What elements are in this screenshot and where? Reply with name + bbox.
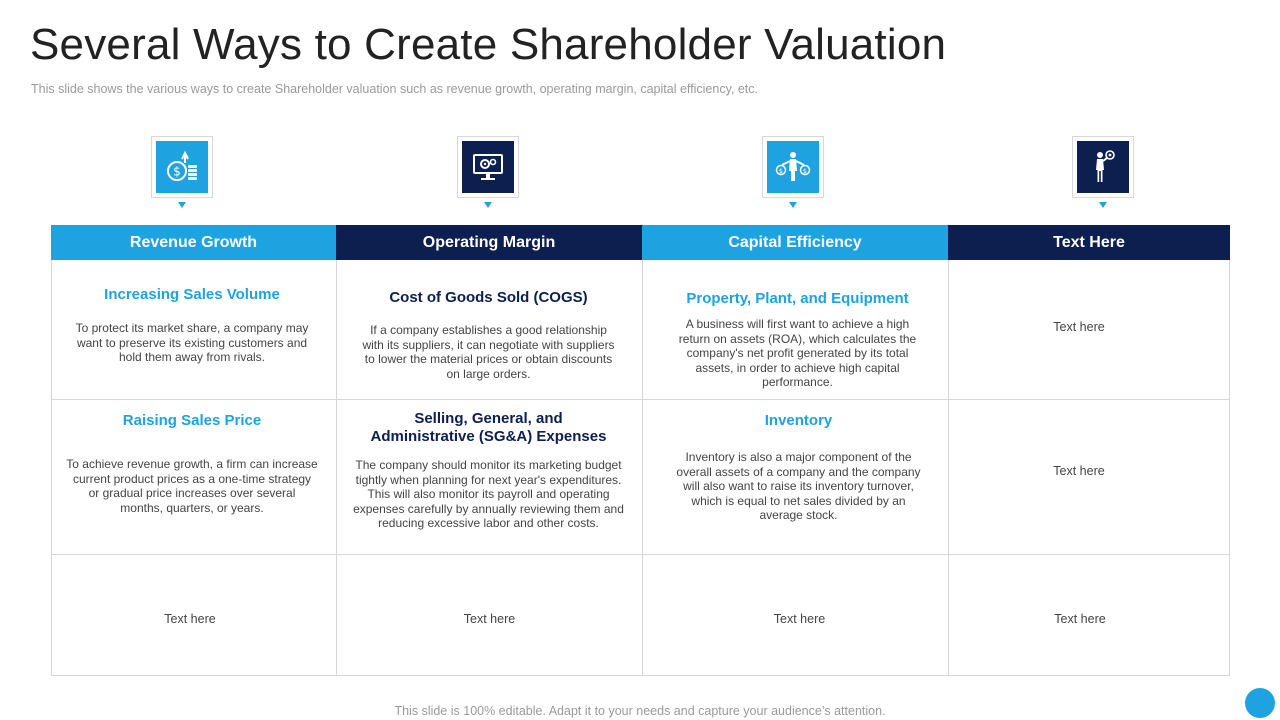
pointer-arrow-icon	[178, 202, 186, 208]
column-header-operating-margin: Operating Margin	[336, 225, 642, 260]
icon-frame-operating-margin	[457, 136, 519, 198]
svg-text:$: $	[802, 167, 808, 175]
table-cell	[642, 260, 948, 400]
placeholder-text: Text here	[164, 612, 216, 626]
slide-title: Several Ways to Create Shareholder Valuation	[30, 20, 947, 69]
table-cell	[336, 260, 642, 400]
slide-corner-dot	[1245, 688, 1275, 718]
businessman-idea-icon	[1077, 141, 1129, 193]
person-balance-icon	[767, 141, 819, 193]
table-cell	[336, 555, 642, 676]
table-cell	[51, 555, 336, 676]
cell-title: Property, Plant, and Equipment	[686, 290, 909, 307]
cell-body: To protect its market share, a company may want to preserve its existing customers and hold them away from rivals.	[75, 321, 309, 364]
table-cell	[948, 260, 1230, 400]
cell-title: Increasing Sales Volume	[104, 286, 280, 303]
column-header-revenue-growth: Revenue Growth	[51, 225, 336, 260]
cell-title: Cost of Goods Sold (COGS)	[389, 289, 588, 306]
table-cell	[51, 260, 336, 400]
slide-footer: This slide is 100% editable. Adapt it to your needs and capture your audience’s attention.	[394, 704, 886, 718]
column-header-capital-efficiency: Capital Efficiency	[642, 225, 948, 260]
pointer-arrow-icon	[484, 202, 492, 208]
table-cell	[642, 555, 948, 676]
cell-body: The company should monitor its marketing budget tightly when planning for next year's expenditures. This will also monitor its payroll and operating expenses carefully by annually reviewing them and reducing excessive labor and other costs.	[353, 458, 624, 530]
svg-text:$: $	[778, 167, 784, 175]
table-cell	[51, 400, 336, 555]
cell-body: If a company establishes a good relationship with its suppliers, it can negotiate with suppliers to lower the material prices or obtain discounts on large orders.	[362, 323, 615, 381]
svg-text:$: $	[173, 164, 181, 179]
valuation-table	[51, 225, 1230, 676]
table-cell	[642, 400, 948, 555]
placeholder-text: Text here	[773, 612, 826, 626]
placeholder-text: Text here	[1054, 612, 1106, 626]
cell-title: Raising Sales Price	[122, 412, 262, 429]
placeholder-text: Text here	[1053, 464, 1105, 478]
placeholder-text: Text here	[463, 612, 516, 626]
icon-frame-text-here	[1072, 136, 1134, 198]
table-cell	[336, 400, 642, 555]
icon-frame-revenue-growth	[151, 136, 213, 198]
column-header-text-here: Text Here	[948, 225, 1230, 260]
cell-title: Inventory	[764, 412, 833, 429]
cell-title: Selling, General, and Administrative (SG&A) Expenses	[370, 410, 607, 445]
cell-body: To achieve revenue growth, a firm can increase current product prices as a one-time strategy or gradual price increases over several months, quarters, or years.	[66, 457, 318, 515]
table-cell	[948, 555, 1230, 676]
slide-subtitle: This slide shows the various ways to create Shareholder valuation such as revenue growth, operating margin, capital efficiency, etc.	[31, 82, 759, 96]
icon-frame-capital-efficiency	[762, 136, 824, 198]
monitor-gear-icon	[462, 141, 514, 193]
pointer-arrow-icon	[1099, 202, 1107, 208]
pointer-arrow-icon	[789, 202, 797, 208]
cell-body: A business will first want to achieve a high return on assets (ROA), which calculates the company's net profit generated by its total assets, in order to achieve high capital performance.	[678, 317, 917, 389]
coins-growth-icon	[156, 141, 208, 193]
placeholder-text: Text here	[1053, 320, 1105, 334]
table-cell	[948, 400, 1230, 555]
cell-body: Inventory is also a major component of the overall assets of a company and the company will also want to raise its inventory turnover, which is equal to net sales divided by an average stock.	[676, 450, 921, 522]
